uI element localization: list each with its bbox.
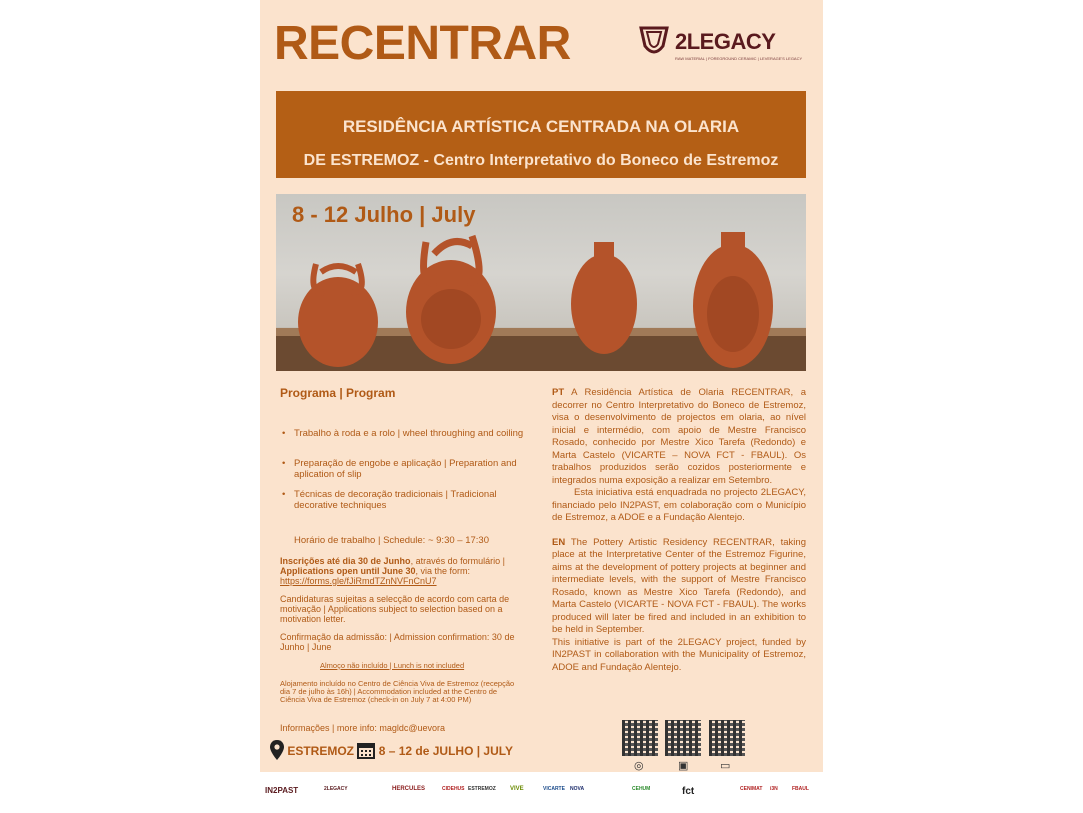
sponsor-logo: i3N	[770, 786, 778, 792]
pt-text-1: A Residência Artística de Olaria RECENTRAR, a decorrer no Centro Interpretativo do Boneco de Estremoz, visa o desenvolvimento de projectos em olaria, ao nível inicial e intermédio, com apoio de Mestre Francisco Rosado, conhecido por Mestre Xico Tarefa (Redondo) e Marta Castelo (VICARTE – NOVA FCT - FBAUL). Os trabalhos produzidos serão cozidos posteriormente e integrados numa exposição a realizar em Setembro.	[552, 387, 806, 486]
pottery-photo	[276, 194, 806, 371]
footer-dates: 8 – 12 de JULHO | JULY	[378, 744, 514, 758]
banner-line-1: RESIDÊNCIA ARTÍSTICA CENTRADA NA OLARIA	[342, 117, 740, 136]
residency-dates: 8 - 12 Julho | July	[292, 202, 476, 227]
registration-form-link[interactable]: https://forms.gle/fJiRmdTZnNVFnCnU7	[280, 576, 437, 586]
title-banner	[276, 91, 806, 178]
program-title: Programa | Program	[280, 386, 396, 400]
sponsor-logo: FBAUL	[792, 786, 809, 792]
amphora-logo-icon	[637, 24, 671, 62]
registration-deadline-pt: Inscrições até dia 30 de Junho	[280, 556, 411, 566]
sponsor-logo: 2LEGACY	[324, 786, 348, 792]
schedule-text: Horário de trabalho | Schedule: ~ 9:30 – 17:30	[294, 535, 489, 546]
program-column	[280, 386, 525, 733]
registration-text-2: , via the form:	[415, 566, 471, 576]
info-text: Informações | more info: magldc@uevora	[280, 723, 446, 733]
logo-name: 2LEGACY	[675, 29, 776, 54]
registration-deadline-en: Applications open until June 30	[280, 566, 416, 576]
pt-paragraph-1	[552, 387, 806, 487]
pt-tag: PT	[552, 387, 565, 398]
lodging-text: Alojamento incluído no Centro de Ciência Viva de Estremoz (recepção dia 7 de julho às 16h) | Accommodation included at the Centro de Ciência Viva de Estremoz (check-in on July 7 at 4:00 PM)	[280, 679, 515, 704]
legacy-logo	[637, 24, 807, 64]
pt-paragraph-2: Esta iniciativa está enquadrada no projecto 2LEGACY, financiado pelo IN2PAST, em colaboração com o Município de Estremoz, a ADOE e a Fundação Alentejo.	[552, 487, 806, 523]
program-item: • Técnicas de decoração tradicionais | Tradicional decorative techniques	[294, 489, 524, 511]
qr-code-website[interactable]	[709, 720, 745, 756]
sponsor-logo: IN2PAST	[265, 786, 299, 795]
program-item: • Preparação de engobe e aplicação | Preparation and aplication of slip	[294, 458, 524, 480]
location-pin-icon	[270, 740, 284, 760]
sponsor-logos	[260, 776, 823, 813]
sponsor-logo: VICARTE	[543, 786, 565, 792]
en-tag: EN	[552, 536, 566, 548]
confirmation-text: Confirmação da admissão: | Admission confirmation: 30 de Junho | June	[280, 632, 515, 652]
facebook-icon: ▣	[678, 760, 689, 772]
registration-text	[280, 556, 523, 586]
sponsor-logo: CEHUM	[632, 786, 651, 792]
en-paragraph-1	[552, 537, 806, 637]
poster	[260, 0, 823, 772]
sponsor-logo: HERCULES	[392, 786, 426, 792]
instagram-icon: ◎	[634, 760, 644, 772]
footer-location	[270, 740, 513, 760]
calendar-icon	[357, 741, 375, 759]
banner-line-2: DE ESTREMOZ - Centro Interpretativo do Boneco de Estremoz	[303, 152, 779, 169]
logo-subtitle: RAW MATERIAL | FOREGROUND CERAMIC | LEVERAGE'S LEGACY	[675, 56, 803, 61]
poster-title: RECENTRAR	[274, 17, 571, 70]
registration-text-1: , através do formulário |	[410, 556, 505, 566]
qr-code-facebook[interactable]	[665, 720, 701, 756]
website-icon: ▭	[720, 760, 731, 772]
sponsor-logo: NOVA	[570, 786, 585, 792]
en-paragraph-2: This initiative is part of the 2LEGACY project, funded by IN2PAST in collaboration with the Municipality of Estremoz, ADOE and Fundação Alentejo.	[552, 636, 806, 673]
selection-text: Candidaturas sujeitas a selecção de acordo com carta de motivação | Applications subject to selection based on a motivation letter.	[280, 594, 510, 624]
footer-place: ESTREMOZ	[287, 744, 355, 758]
qr-code-instagram[interactable]	[622, 720, 658, 756]
description-column	[552, 387, 806, 674]
sponsor-logo: ESTREMOZ	[468, 786, 496, 792]
lunch-note: Almoço não incluído | Lunch is not included	[320, 661, 465, 670]
sponsor-logo: VIVE	[510, 786, 524, 792]
en-text-1: The Pottery Artistic Residency RECENTRAR, taking place at the Interpretative Center of the Estremoz Figurine, aims at the development of pottery projects at beginner and intermediate levels, with the support of Mestre Francisco Rosado, known as Mestre Xico Tarefa (Redondo), and Marta Castelo (VICARTE - NOVA FCT - FBAUL). The works produced will later be fired and included in an exhibition to be held in September.	[552, 536, 806, 635]
sponsor-logo: CENIMAT	[740, 786, 763, 792]
program-item: • Trabalho à roda e a rolo | wheel throughing and coiling	[294, 428, 524, 439]
sponsor-logo: CIDEHUS	[442, 786, 465, 792]
sponsor-logo: fct	[682, 786, 695, 797]
